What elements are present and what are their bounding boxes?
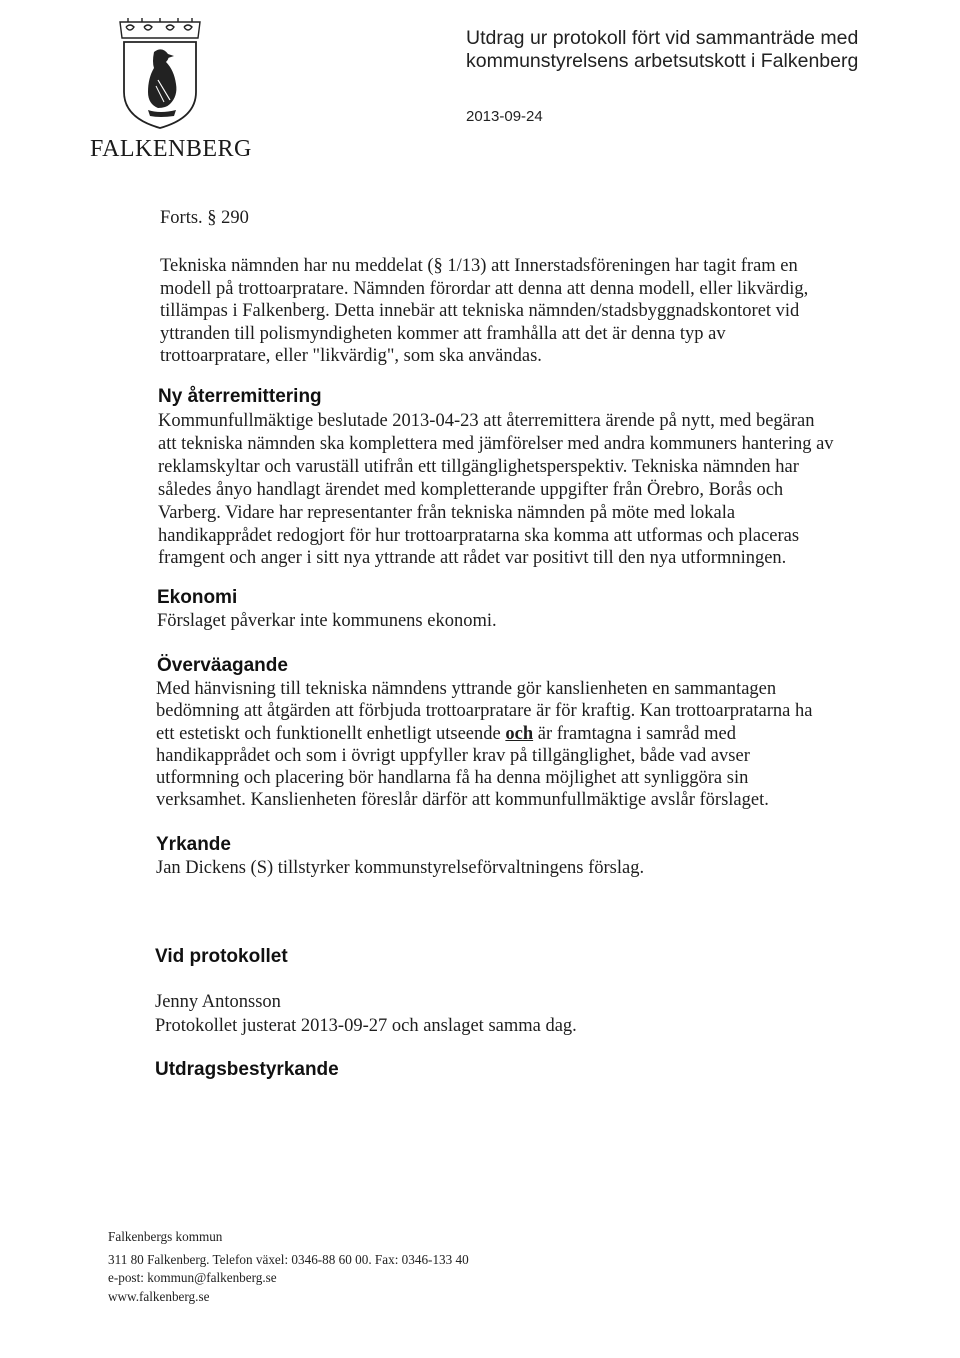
economy-text: Förslaget påverkar inte kommunens ekonomi.	[157, 611, 497, 631]
section-heading-economy: Ekonomi	[157, 587, 238, 608]
text-line: trottoarpratare, eller "likvärdig", som ska användas.	[160, 346, 542, 367]
text-line: tillämpas i Falkenberg. Detta innebär att tekniska nämnden/stadsbyggnadskontoret vid	[160, 301, 800, 322]
footer-address: 311 80 Falkenberg. Telefon växel: 0346-88 60 00. Fax: 0346-133 40	[108, 1251, 469, 1267]
text-line: reklamskyltar och varuställ utifrån ett tillgänglighetsperspektiv. Tekniska nämnden har	[158, 456, 799, 477]
consideration-paragraph	[156, 678, 812, 812]
section-heading-motion: Yrkande	[156, 834, 231, 855]
text-fragment: ett estetiskt och funktionellt enhetligt utseende	[156, 723, 506, 744]
text-line: yttranden till polismyndigheten kommer att framhålla att det är denna typ av	[160, 323, 726, 344]
text-line: bedömning att åtgärden att förbjuda trottoarpratare är för kraftig. Kan trottoarpratarna ha	[156, 701, 813, 722]
text-line: Med hänvisning till tekniska nämndens yttrande gör kanslienheten en sammantagen	[156, 679, 777, 699]
text-line: således ånyo handlagt ärendet med kompletterande uppgifter från Örebro, Borås och	[158, 479, 784, 500]
text-line: handikapprådet redogjort för hur trottoarpratarna ska komma att utformas och placeras	[158, 525, 800, 546]
reremittance-paragraph	[158, 410, 834, 570]
text-line: utformning och placering bör handlarna få ha denna möjlighet att synliggöra sin	[156, 768, 749, 789]
secretary-name: Jenny Antonsson	[155, 992, 281, 1012]
text-line: Tekniska nämnden har nu meddelat (§ 1/13) att Innerstadsföreningen har tagit fram en	[160, 256, 798, 276]
section-heading-minutes: Vid protokollet	[155, 946, 288, 967]
text-line: verksamhet. Kanslienheten föreslår därför att kommunfullmäktige avslår förslaget.	[156, 790, 769, 811]
minutes-adjusted-note: Protokollet justerat 2013-09-27 och anslaget samma dag.	[155, 1016, 577, 1036]
falkenberg-coat-of-arms-logo	[118, 18, 202, 130]
intro-paragraph	[160, 255, 808, 368]
text-fragment: är framtagna i samråd med	[533, 723, 737, 744]
footer-org: Falkenbergs kommun	[108, 1229, 223, 1244]
text-line: Varberg. Vidare har representanter från tekniska nämnden på möte med lokala	[158, 502, 736, 523]
motion-text: Jan Dickens (S) tillstyrker kommunstyrelseförvaltningens förslag.	[156, 858, 645, 878]
title-line-1: Utdrag ur protokoll fört vid sammanträde med	[466, 27, 859, 49]
text-line: framgent och anger i sitt nya yttrande att rådet var positivt till den nya utformningen.	[158, 548, 787, 569]
underlined-word: och	[505, 723, 534, 744]
municipality-name: FALKENBERG	[90, 136, 252, 162]
text-line: modell på trottoarpratare. Nämnden förordar att denna att denna modell, eller likvärdig,	[160, 278, 809, 299]
text-line: handikapprådet och som i övrigt uppfyller krav på tillgänglighet, både vad avser	[156, 745, 750, 766]
text-line: Kommunfullmäktige beslutade 2013-04-23 att återremittera ärende på nytt, med begäran	[158, 411, 815, 431]
section-heading-certification: Utdragsbestyrkande	[155, 1059, 339, 1080]
section-heading-consideration: Överväagande	[157, 655, 288, 676]
footer-contact	[108, 1228, 469, 1306]
document-title	[466, 27, 858, 73]
text-line: att tekniska nämnden ska komplettera med jämförelser med andra kommuners hantering av	[158, 433, 834, 454]
meeting-date: 2013-09-24	[466, 108, 543, 125]
footer-email: e-post: kommun@falkenberg.se	[108, 1270, 277, 1285]
footer-web: www.falkenberg.se	[108, 1288, 210, 1304]
title-line-2: kommunstyrelsens arbetsutskott i Falkenberg	[466, 50, 859, 72]
text-line	[156, 723, 812, 745]
section-reference: Forts. § 290	[160, 208, 249, 228]
section-heading-reremittance: Ny återremittering	[158, 386, 322, 407]
